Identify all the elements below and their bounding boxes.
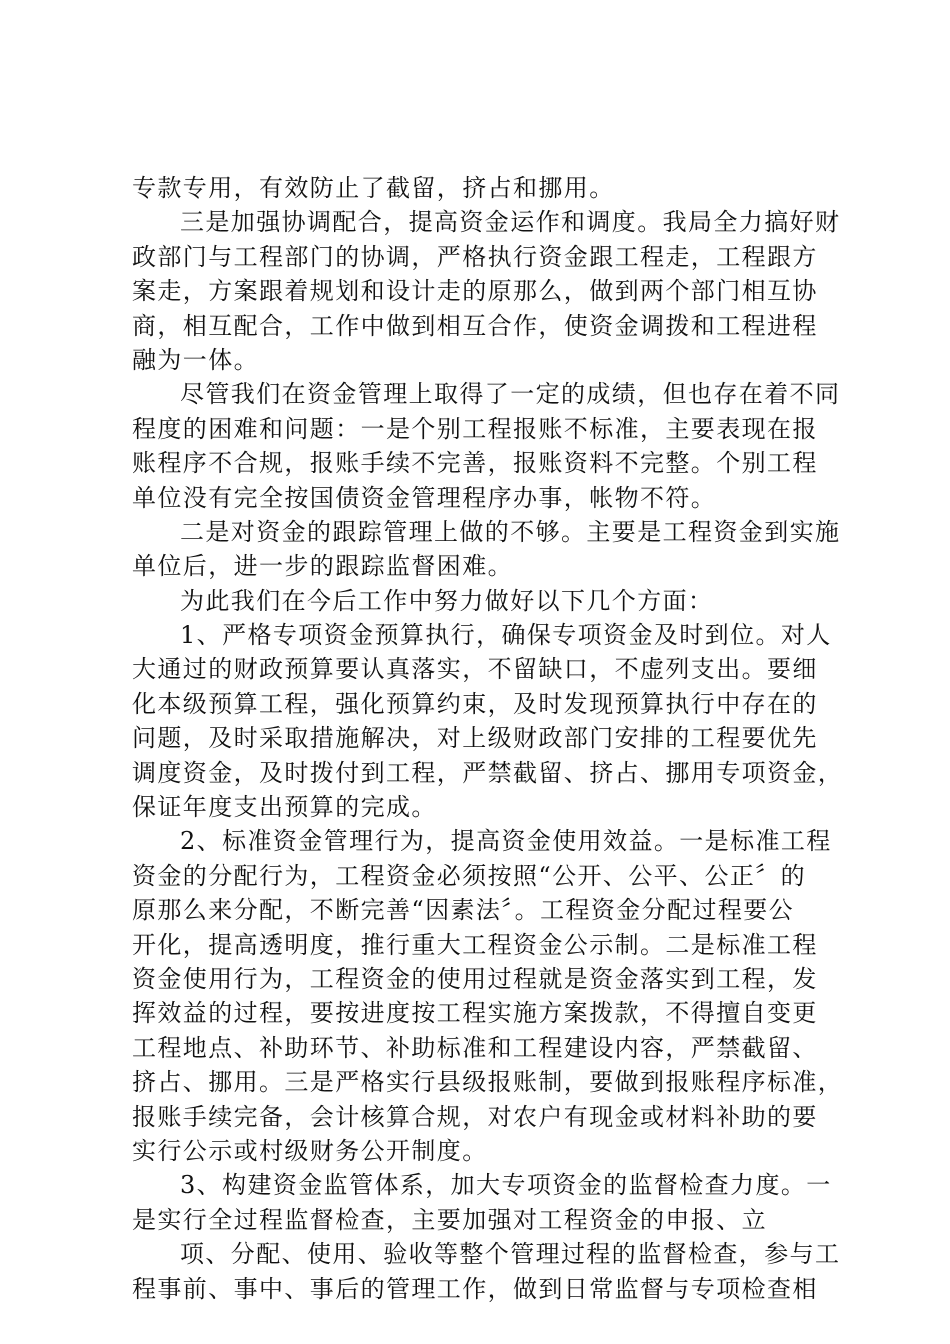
text-line: 开化，提高透明度，推行重大工程资金公示制。二是标准工程 (132, 930, 818, 959)
paragraph-start-line: 二是对资金的跟踪管理上做的不够。主要是工程资金到实施 (180, 517, 841, 546)
text-line: 化本级预算工程，强化预算约束，及时发现预算执行中存在的 (132, 689, 818, 718)
text-line: 程度的困难和问题：一是个别工程报账不标准，主要表现在报 (132, 414, 818, 443)
text-line: 资金的分配行为，工程资金必须按照“公开、公平、公正〞的 (132, 861, 807, 890)
paragraph-start-line: 尽管我们在资金管理上取得了一定的成绩，但也存在着不同 (180, 380, 841, 409)
text-line: 大通过的财政预算要认真落实，不留缺口，不虚列支出。要细 (132, 655, 818, 684)
text-line: 专款专用，有效防止了截留，挤占和挪用。 (132, 174, 615, 202)
text-line: 原那么来分配，不断完善“因素法〞。工程资金分配过程要公 (132, 896, 795, 925)
text-line: 工程地点、补助环节、补助标准和工程建设内容，严禁截留、 (132, 1033, 818, 1062)
paragraph-start-line: 项、分配、使用、验收等整个管理过程的监督检查，参与工 (180, 1240, 841, 1269)
text-line: 程事前、事中、事后的管理工作，做到日常监督与专项检查相 (132, 1274, 818, 1303)
text-line: 商，相互配合，工作中做到相互合作，使资金调拨和工程进程 (132, 311, 818, 340)
text-line: 挥效益的过程，要按进度按工程实施方案拨款，不得擅自变更 (132, 999, 818, 1028)
paragraph-start-line: 1、严格专项资金预算执行，确保专项资金及时到位。对人 (180, 621, 832, 650)
body-text (132, 171, 844, 1306)
text-line: 挤占、挪用。三是严格实行县级报账制，要做到报账程序标准， (132, 1068, 844, 1097)
text-line: 实行公示或村级财务公开制度。 (132, 1136, 488, 1165)
text-line: 问题，及时采取措施解决，对上级财政部门安排的工程要优先 (132, 724, 818, 753)
text-line: 是实行全过程监督检查，主要加强对工程资金的申报、立 (132, 1205, 767, 1234)
paragraph-start-line: 2、标准资金管理行为，提高资金使用效益。一是标准工程 (180, 827, 832, 856)
text-line: 报账手续完备，会计核算合规，对农户有现金或材料补助的要 (132, 1102, 818, 1131)
text-line: 政部门与工程部门的协调，严格执行资金跟工程走，工程跟方 (132, 242, 818, 271)
paragraph-start-line: 为此我们在今后工作中努力做好以下几个方面： (180, 586, 714, 615)
text-line: 单位后，进一步的跟踪监督困难。 (132, 552, 513, 581)
text-line: 单位没有完全按国债资金管理程序办事，帐物不符。 (132, 483, 717, 512)
text-line: 账程序不合规，报账手续不完善，报账资料不完整。个别工程 (132, 449, 818, 478)
text-line: 资金使用行为，工程资金的使用过程就是资金落实到工程，发 (132, 964, 818, 993)
text-line: 融为一体。 (132, 345, 259, 374)
paragraph-start-line: 3、构建资金监管体系，加大专项资金的监督检查力度。一 (180, 1171, 832, 1200)
text-line: 调度资金，及时拨付到工程，严禁截留、挤占、挪用专项资金， (132, 758, 844, 787)
paragraph-start-line: 三是加强协调配合，提高资金运作和调度。我局全力搞好财 (180, 208, 841, 237)
text-line: 案走，方案跟着规划和设计走的原那么，做到两个部门相互协 (132, 277, 818, 306)
text-line: 保证年度支出预算的完成。 (132, 793, 437, 822)
